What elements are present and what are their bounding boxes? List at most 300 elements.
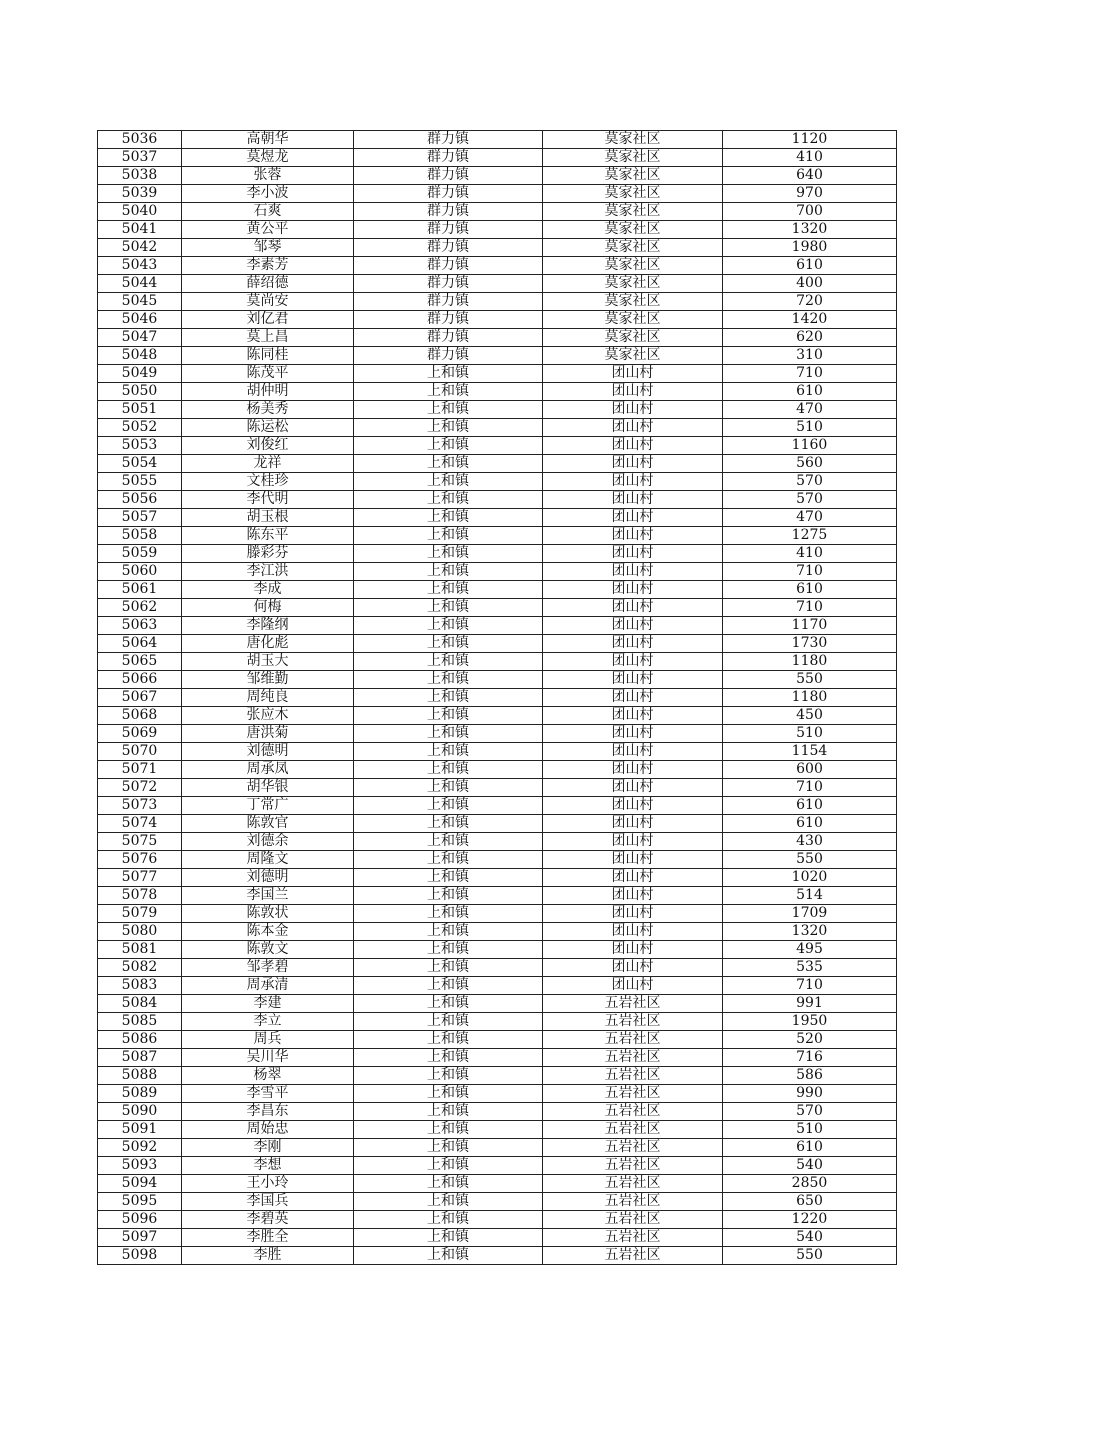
table-row — [98, 635, 897, 653]
name-cell: 刘德明 — [182, 869, 354, 887]
town-cell: 上和镇 — [354, 1031, 543, 1049]
name-cell: 杨美秀 — [182, 401, 354, 419]
name-cell: 莫上昌 — [182, 329, 354, 347]
amount-cell: 510 — [723, 725, 897, 743]
amount-cell: 400 — [723, 275, 897, 293]
amount-cell: 610 — [723, 581, 897, 599]
town-cell: 上和镇 — [354, 1067, 543, 1085]
village-cell: 团山村 — [543, 761, 723, 779]
row-number-cell: 5056 — [98, 491, 182, 509]
town-cell: 群力镇 — [354, 257, 543, 275]
town-cell: 上和镇 — [354, 923, 543, 941]
name-cell: 薛绍德 — [182, 275, 354, 293]
amount-cell: 560 — [723, 455, 897, 473]
amount-cell: 710 — [723, 563, 897, 581]
table-row — [98, 977, 897, 995]
table-row — [98, 167, 897, 185]
name-cell: 邹孝碧 — [182, 959, 354, 977]
table-row — [98, 941, 897, 959]
town-cell: 上和镇 — [354, 545, 543, 563]
name-cell: 李成 — [182, 581, 354, 599]
village-cell: 团山村 — [543, 545, 723, 563]
town-cell: 上和镇 — [354, 455, 543, 473]
amount-cell: 610 — [723, 383, 897, 401]
town-cell: 群力镇 — [354, 131, 543, 149]
amount-cell: 640 — [723, 167, 897, 185]
name-cell: 李昌东 — [182, 1103, 354, 1121]
name-cell: 周兵 — [182, 1031, 354, 1049]
amount-cell: 1320 — [723, 221, 897, 239]
row-number-cell: 5043 — [98, 257, 182, 275]
town-cell: 上和镇 — [354, 563, 543, 581]
amount-cell: 1420 — [723, 311, 897, 329]
name-cell: 李碧英 — [182, 1211, 354, 1229]
amount-cell: 495 — [723, 941, 897, 959]
village-cell: 团山村 — [543, 401, 723, 419]
table-row — [98, 1157, 897, 1175]
town-cell: 上和镇 — [354, 1103, 543, 1121]
village-cell: 五岩社区 — [543, 1229, 723, 1247]
name-cell: 周纯良 — [182, 689, 354, 707]
table-row — [98, 221, 897, 239]
village-cell: 团山村 — [543, 473, 723, 491]
name-cell: 唐洪菊 — [182, 725, 354, 743]
name-cell: 莫煜龙 — [182, 149, 354, 167]
town-cell: 群力镇 — [354, 239, 543, 257]
name-cell: 陈本金 — [182, 923, 354, 941]
table-row — [98, 869, 897, 887]
village-cell: 团山村 — [543, 365, 723, 383]
town-cell: 上和镇 — [354, 761, 543, 779]
row-number-cell: 5078 — [98, 887, 182, 905]
table-row — [98, 725, 897, 743]
village-cell: 团山村 — [543, 383, 723, 401]
row-number-cell: 5089 — [98, 1085, 182, 1103]
amount-cell: 430 — [723, 833, 897, 851]
row-number-cell: 5063 — [98, 617, 182, 635]
town-cell: 上和镇 — [354, 509, 543, 527]
name-cell: 李代明 — [182, 491, 354, 509]
village-cell: 团山村 — [543, 653, 723, 671]
name-cell: 周承清 — [182, 977, 354, 995]
table-row — [98, 761, 897, 779]
village-cell: 团山村 — [543, 887, 723, 905]
village-cell: 五岩社区 — [543, 1157, 723, 1175]
village-cell: 莫家社区 — [543, 185, 723, 203]
name-cell: 邹琴 — [182, 239, 354, 257]
town-cell: 上和镇 — [354, 1013, 543, 1031]
village-cell: 莫家社区 — [543, 203, 723, 221]
village-cell: 五岩社区 — [543, 1103, 723, 1121]
row-number-cell: 5045 — [98, 293, 182, 311]
town-cell: 上和镇 — [354, 725, 543, 743]
town-cell: 上和镇 — [354, 671, 543, 689]
table-row — [98, 383, 897, 401]
town-cell: 上和镇 — [354, 383, 543, 401]
amount-cell: 970 — [723, 185, 897, 203]
village-cell: 五岩社区 — [543, 1247, 723, 1265]
town-cell: 群力镇 — [354, 347, 543, 365]
name-cell: 滕彩芬 — [182, 545, 354, 563]
village-cell: 莫家社区 — [543, 221, 723, 239]
name-cell: 刘德余 — [182, 833, 354, 851]
town-cell: 上和镇 — [354, 815, 543, 833]
row-number-cell: 5080 — [98, 923, 182, 941]
name-cell: 文桂珍 — [182, 473, 354, 491]
row-number-cell: 5093 — [98, 1157, 182, 1175]
row-number-cell: 5096 — [98, 1211, 182, 1229]
name-cell: 陈敦文 — [182, 941, 354, 959]
table-row — [98, 689, 897, 707]
town-cell: 群力镇 — [354, 293, 543, 311]
table-row — [98, 131, 897, 149]
table-row — [98, 1211, 897, 1229]
name-cell: 陈茂平 — [182, 365, 354, 383]
town-cell: 上和镇 — [354, 689, 543, 707]
village-cell: 团山村 — [543, 455, 723, 473]
table-row — [98, 329, 897, 347]
village-cell: 五岩社区 — [543, 1211, 723, 1229]
table-row — [98, 419, 897, 437]
amount-cell: 1709 — [723, 905, 897, 923]
table-row — [98, 1139, 897, 1157]
town-cell: 上和镇 — [354, 869, 543, 887]
town-cell: 上和镇 — [354, 941, 543, 959]
row-number-cell: 5067 — [98, 689, 182, 707]
table-row — [98, 779, 897, 797]
name-cell: 陈敦状 — [182, 905, 354, 923]
row-number-cell: 5092 — [98, 1139, 182, 1157]
name-cell: 周承凤 — [182, 761, 354, 779]
town-cell: 上和镇 — [354, 653, 543, 671]
table-row — [98, 707, 897, 725]
row-number-cell: 5091 — [98, 1121, 182, 1139]
table-row — [98, 509, 897, 527]
town-cell: 上和镇 — [354, 779, 543, 797]
row-number-cell: 5081 — [98, 941, 182, 959]
village-cell: 莫家社区 — [543, 293, 723, 311]
village-cell: 团山村 — [543, 923, 723, 941]
amount-cell: 610 — [723, 815, 897, 833]
name-cell: 陈同桂 — [182, 347, 354, 365]
town-cell: 群力镇 — [354, 329, 543, 347]
name-cell: 张蓉 — [182, 167, 354, 185]
amount-cell: 410 — [723, 545, 897, 563]
row-number-cell: 5041 — [98, 221, 182, 239]
row-number-cell: 5047 — [98, 329, 182, 347]
town-cell: 上和镇 — [354, 1211, 543, 1229]
amount-cell: 1120 — [723, 131, 897, 149]
amount-cell: 410 — [723, 149, 897, 167]
amount-cell: 550 — [723, 1247, 897, 1265]
row-number-cell: 5070 — [98, 743, 182, 761]
row-number-cell: 5036 — [98, 131, 182, 149]
name-cell: 胡仲明 — [182, 383, 354, 401]
table-row — [98, 1013, 897, 1031]
town-cell: 上和镇 — [354, 617, 543, 635]
amount-cell: 716 — [723, 1049, 897, 1067]
amount-cell: 650 — [723, 1193, 897, 1211]
table-row — [98, 491, 897, 509]
row-number-cell: 5097 — [98, 1229, 182, 1247]
amount-cell: 540 — [723, 1229, 897, 1247]
row-number-cell: 5069 — [98, 725, 182, 743]
table-row — [98, 545, 897, 563]
town-cell: 上和镇 — [354, 581, 543, 599]
town-cell: 上和镇 — [354, 1247, 543, 1265]
table-row — [98, 617, 897, 635]
amount-cell: 1154 — [723, 743, 897, 761]
town-cell: 上和镇 — [354, 707, 543, 725]
row-number-cell: 5071 — [98, 761, 182, 779]
village-cell: 团山村 — [543, 941, 723, 959]
town-cell: 上和镇 — [354, 401, 543, 419]
row-number-cell: 5082 — [98, 959, 182, 977]
town-cell: 上和镇 — [354, 959, 543, 977]
row-number-cell: 5075 — [98, 833, 182, 851]
village-cell: 团山村 — [543, 977, 723, 995]
table-row — [98, 1229, 897, 1247]
amount-cell: 470 — [723, 509, 897, 527]
table-row — [98, 581, 897, 599]
table-row — [98, 815, 897, 833]
village-cell: 五岩社区 — [543, 1049, 723, 1067]
row-number-cell: 5094 — [98, 1175, 182, 1193]
village-cell: 团山村 — [543, 869, 723, 887]
village-cell: 莫家社区 — [543, 329, 723, 347]
amount-cell: 1275 — [723, 527, 897, 545]
table-row — [98, 743, 897, 761]
amount-cell: 1730 — [723, 635, 897, 653]
town-cell: 群力镇 — [354, 311, 543, 329]
name-cell: 何梅 — [182, 599, 354, 617]
row-number-cell: 5086 — [98, 1031, 182, 1049]
town-cell: 上和镇 — [354, 1049, 543, 1067]
amount-cell: 510 — [723, 419, 897, 437]
town-cell: 上和镇 — [354, 851, 543, 869]
table-row — [98, 923, 897, 941]
village-cell: 莫家社区 — [543, 275, 723, 293]
amount-cell: 586 — [723, 1067, 897, 1085]
name-cell: 陈东平 — [182, 527, 354, 545]
row-number-cell: 5058 — [98, 527, 182, 545]
table-row — [98, 437, 897, 455]
name-cell: 李国兵 — [182, 1193, 354, 1211]
row-number-cell: 5044 — [98, 275, 182, 293]
name-cell: 陈运松 — [182, 419, 354, 437]
name-cell: 刘亿君 — [182, 311, 354, 329]
row-number-cell: 5059 — [98, 545, 182, 563]
table-row — [98, 1085, 897, 1103]
amount-cell: 1020 — [723, 869, 897, 887]
town-cell: 上和镇 — [354, 1193, 543, 1211]
row-number-cell: 5037 — [98, 149, 182, 167]
name-cell: 李江洪 — [182, 563, 354, 581]
town-cell: 群力镇 — [354, 275, 543, 293]
village-cell: 团山村 — [543, 743, 723, 761]
row-number-cell: 5074 — [98, 815, 182, 833]
table-row — [98, 851, 897, 869]
row-number-cell: 5061 — [98, 581, 182, 599]
amount-cell: 540 — [723, 1157, 897, 1175]
amount-cell: 510 — [723, 1121, 897, 1139]
row-number-cell: 5053 — [98, 437, 182, 455]
village-cell: 团山村 — [543, 635, 723, 653]
amount-cell: 1220 — [723, 1211, 897, 1229]
row-number-cell: 5095 — [98, 1193, 182, 1211]
amount-cell: 535 — [723, 959, 897, 977]
row-number-cell: 5090 — [98, 1103, 182, 1121]
name-cell: 胡华银 — [182, 779, 354, 797]
table-row — [98, 401, 897, 419]
town-cell: 群力镇 — [354, 167, 543, 185]
data-table — [97, 130, 897, 1265]
amount-cell: 1160 — [723, 437, 897, 455]
village-cell: 五岩社区 — [543, 1085, 723, 1103]
table-row — [98, 527, 897, 545]
row-number-cell: 5042 — [98, 239, 182, 257]
row-number-cell: 5055 — [98, 473, 182, 491]
name-cell: 龙祥 — [182, 455, 354, 473]
amount-cell: 991 — [723, 995, 897, 1013]
village-cell: 五岩社区 — [543, 1193, 723, 1211]
village-cell: 团山村 — [543, 419, 723, 437]
village-cell: 团山村 — [543, 491, 723, 509]
name-cell: 黄公平 — [182, 221, 354, 239]
name-cell: 李建 — [182, 995, 354, 1013]
amount-cell: 620 — [723, 329, 897, 347]
table-row — [98, 599, 897, 617]
table-row — [98, 257, 897, 275]
name-cell: 李国兰 — [182, 887, 354, 905]
row-number-cell: 5051 — [98, 401, 182, 419]
village-cell: 五岩社区 — [543, 1121, 723, 1139]
table-row — [98, 1067, 897, 1085]
row-number-cell: 5054 — [98, 455, 182, 473]
amount-cell: 1180 — [723, 689, 897, 707]
amount-cell: 710 — [723, 779, 897, 797]
village-cell: 团山村 — [543, 725, 723, 743]
name-cell: 李胜 — [182, 1247, 354, 1265]
village-cell: 莫家社区 — [543, 347, 723, 365]
table-row — [98, 275, 897, 293]
town-cell: 上和镇 — [354, 1175, 543, 1193]
name-cell: 李立 — [182, 1013, 354, 1031]
row-number-cell: 5060 — [98, 563, 182, 581]
row-number-cell: 5064 — [98, 635, 182, 653]
town-cell: 上和镇 — [354, 527, 543, 545]
table-row — [98, 563, 897, 581]
village-cell: 团山村 — [543, 617, 723, 635]
row-number-cell: 5085 — [98, 1013, 182, 1031]
table-row — [98, 455, 897, 473]
amount-cell: 600 — [723, 761, 897, 779]
town-cell: 群力镇 — [354, 149, 543, 167]
table-row — [98, 347, 897, 365]
amount-cell: 710 — [723, 977, 897, 995]
amount-cell: 1980 — [723, 239, 897, 257]
village-cell: 团山村 — [543, 779, 723, 797]
town-cell: 群力镇 — [354, 221, 543, 239]
town-cell: 上和镇 — [354, 1157, 543, 1175]
row-number-cell: 5050 — [98, 383, 182, 401]
village-cell: 团山村 — [543, 527, 723, 545]
amount-cell: 570 — [723, 1103, 897, 1121]
name-cell: 唐化彪 — [182, 635, 354, 653]
town-cell: 上和镇 — [354, 1139, 543, 1157]
amount-cell: 610 — [723, 1139, 897, 1157]
amount-cell: 2850 — [723, 1175, 897, 1193]
name-cell: 李隆纲 — [182, 617, 354, 635]
row-number-cell: 5077 — [98, 869, 182, 887]
row-number-cell: 5073 — [98, 797, 182, 815]
village-cell: 团山村 — [543, 959, 723, 977]
name-cell: 杨翠 — [182, 1067, 354, 1085]
table-row — [98, 959, 897, 977]
amount-cell: 710 — [723, 365, 897, 383]
name-cell: 邹维勤 — [182, 671, 354, 689]
name-cell: 张应木 — [182, 707, 354, 725]
name-cell: 莫尚安 — [182, 293, 354, 311]
village-cell: 团山村 — [543, 563, 723, 581]
name-cell: 刘俊红 — [182, 437, 354, 455]
row-number-cell: 5084 — [98, 995, 182, 1013]
table-row — [98, 1049, 897, 1067]
amount-cell: 470 — [723, 401, 897, 419]
village-cell: 五岩社区 — [543, 995, 723, 1013]
amount-cell: 610 — [723, 257, 897, 275]
amount-cell: 310 — [723, 347, 897, 365]
village-cell: 莫家社区 — [543, 257, 723, 275]
amount-cell: 990 — [723, 1085, 897, 1103]
row-number-cell: 5083 — [98, 977, 182, 995]
table-row — [98, 311, 897, 329]
row-number-cell: 5057 — [98, 509, 182, 527]
row-number-cell: 5068 — [98, 707, 182, 725]
name-cell: 胡玉大 — [182, 653, 354, 671]
row-number-cell: 5088 — [98, 1067, 182, 1085]
name-cell: 李胜全 — [182, 1229, 354, 1247]
name-cell: 李小波 — [182, 185, 354, 203]
amount-cell: 720 — [723, 293, 897, 311]
village-cell: 团山村 — [543, 851, 723, 869]
amount-cell: 550 — [723, 851, 897, 869]
row-number-cell: 5046 — [98, 311, 182, 329]
village-cell: 莫家社区 — [543, 167, 723, 185]
table-row — [98, 887, 897, 905]
amount-cell: 1170 — [723, 617, 897, 635]
table-row — [98, 149, 897, 167]
town-cell: 上和镇 — [354, 743, 543, 761]
row-number-cell: 5049 — [98, 365, 182, 383]
table-row — [98, 797, 897, 815]
table-row — [98, 833, 897, 851]
name-cell: 周始忠 — [182, 1121, 354, 1139]
amount-cell: 1950 — [723, 1013, 897, 1031]
row-number-cell: 5040 — [98, 203, 182, 221]
town-cell: 上和镇 — [354, 599, 543, 617]
village-cell: 五岩社区 — [543, 1013, 723, 1031]
town-cell: 上和镇 — [354, 905, 543, 923]
name-cell: 王小玲 — [182, 1175, 354, 1193]
amount-cell: 514 — [723, 887, 897, 905]
village-cell: 莫家社区 — [543, 239, 723, 257]
name-cell: 李素芳 — [182, 257, 354, 275]
amount-cell: 520 — [723, 1031, 897, 1049]
town-cell: 上和镇 — [354, 437, 543, 455]
row-number-cell: 5065 — [98, 653, 182, 671]
town-cell: 上和镇 — [354, 1229, 543, 1247]
